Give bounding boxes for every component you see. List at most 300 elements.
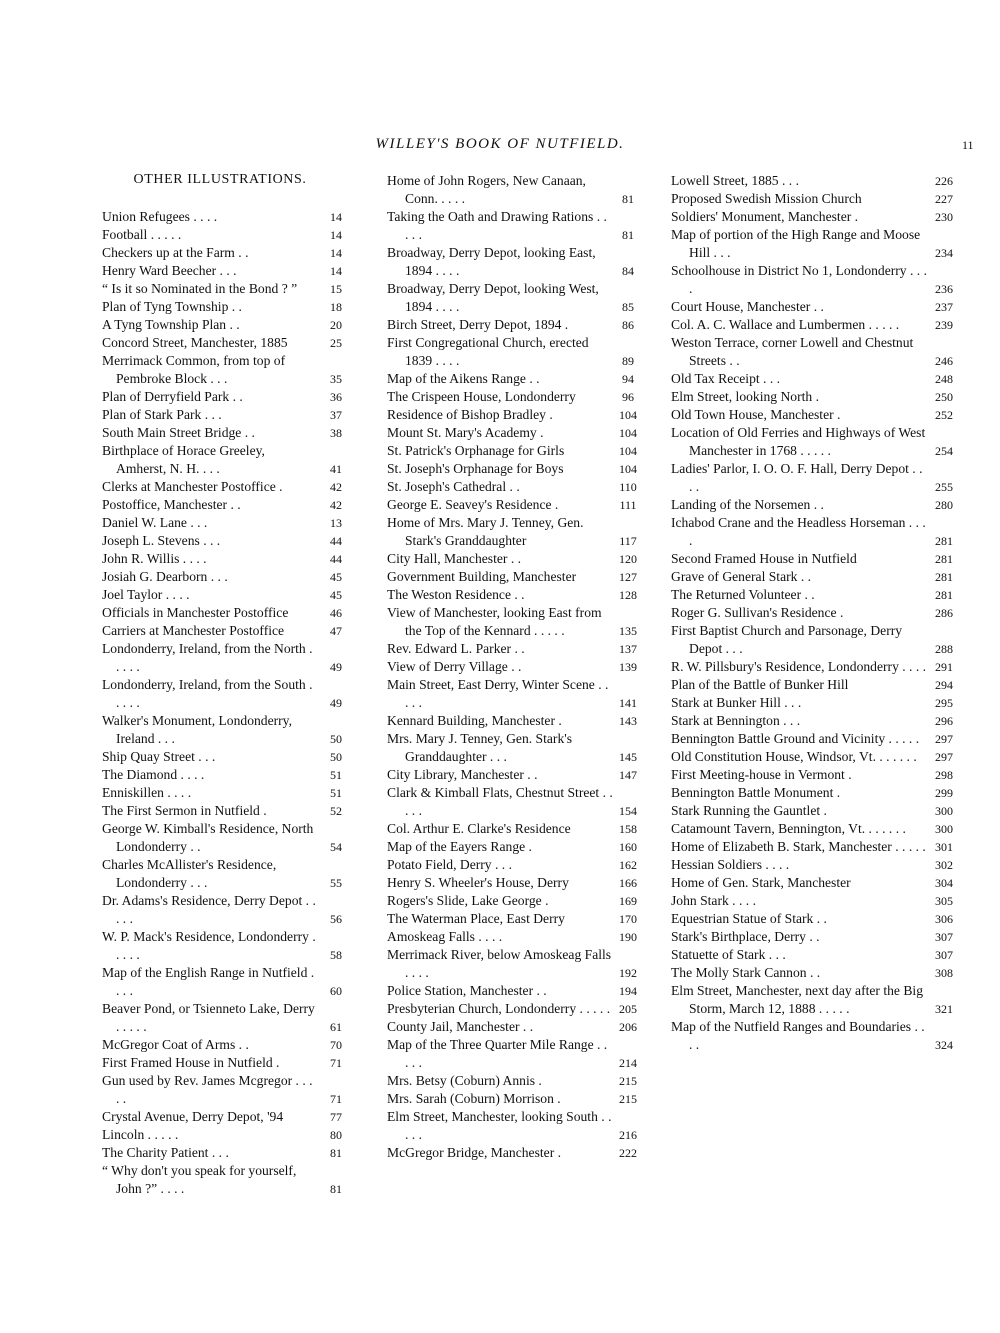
index-entry xyxy=(387,334,643,370)
entry-title: Map of the Eayers Range . xyxy=(387,839,532,854)
entry-page-number: 158 xyxy=(619,822,637,836)
entry-title: Court House, Manchester . . xyxy=(671,299,824,314)
entry-page-number: 25 xyxy=(330,336,342,350)
entry-page-number: 36 xyxy=(330,390,342,404)
entry-title: Rogers's Slide, Lake George . xyxy=(387,893,549,908)
entry-page-number: 84 xyxy=(622,264,634,278)
entry-page-number: 18 xyxy=(330,300,342,314)
entry-page-number: 110 xyxy=(619,480,637,494)
entry-page-number: 14 xyxy=(330,210,342,224)
entry-page-number: 280 xyxy=(935,498,953,512)
entry-page-number: 71 xyxy=(330,1092,342,1106)
entry-page-number: 81 xyxy=(330,1182,342,1196)
index-entry xyxy=(387,568,643,586)
entry-title: Stark at Bunker Hill . . . xyxy=(671,695,802,710)
entry-page-number: 139 xyxy=(619,660,637,674)
entry-page-number: 227 xyxy=(935,192,953,206)
entry-page-number: 169 xyxy=(619,894,637,908)
entry-title: Map of portion of the High Range and Moose Hill . . . xyxy=(671,227,921,260)
entry-title: R. W. Pillsbury's Residence, Londonderry . . . . xyxy=(671,659,927,674)
index-entry xyxy=(102,298,356,316)
entry-page-number: 81 xyxy=(330,1146,342,1160)
entry-title: Elm Street, looking North . xyxy=(671,389,820,404)
entry-title: Home of John Rogers, New Canaan, Conn. . . . . xyxy=(387,173,586,206)
index-entry xyxy=(102,928,356,964)
entry-title: Police Station, Manchester . . xyxy=(387,983,547,998)
index-entry xyxy=(102,496,356,514)
entry-title: Londonderry, Ireland, from the North . . . . . xyxy=(102,641,313,674)
entry-title: Proposed Swedish Mission Church xyxy=(671,191,862,206)
index-entry xyxy=(102,1036,356,1054)
entry-page-number: 295 xyxy=(935,696,953,710)
entry-title: Statuette of Stark . . . xyxy=(671,947,786,962)
entry-title: Plan of the Battle of Bunker Hill xyxy=(671,677,849,692)
entry-page-number: 77 xyxy=(330,1110,342,1124)
entry-title: Henry S. Wheeler's House, Derry xyxy=(387,875,569,890)
entry-title: Londonderry, Ireland, from the South . . . . . xyxy=(102,677,313,710)
entry-page-number: 281 xyxy=(935,534,953,548)
entry-page-number: 302 xyxy=(935,858,953,872)
entry-page-number: 308 xyxy=(935,966,953,980)
entry-title: Old Constitution House, Windsor, Vt. . . . . . . xyxy=(671,749,917,764)
entry-title: Clark & Kimball Flats, Chestnut Street . . . . . xyxy=(387,785,613,818)
entry-title: First Baptist Church and Parsonage, Derry Depot . . . xyxy=(671,623,903,656)
index-entry xyxy=(102,442,356,478)
index-entry xyxy=(102,334,356,352)
index-entry xyxy=(671,514,959,550)
entry-title: Hessian Soldiers . . . . xyxy=(671,857,790,872)
entry-page-number: 248 xyxy=(935,372,953,386)
entry-title: Col. Arthur E. Clarke's Residence xyxy=(387,821,571,836)
entry-page-number: 81 xyxy=(622,192,634,206)
entry-title: Merrimack River, below Amoskeag Falls . . . . xyxy=(387,947,612,980)
entry-page-number: 299 xyxy=(935,786,953,800)
index-entry xyxy=(102,1108,356,1126)
index-entry xyxy=(387,1090,643,1108)
index-entry xyxy=(387,280,643,316)
entry-title: St. Patrick's Orphanage for Girls xyxy=(387,443,565,458)
index-entry xyxy=(387,982,643,1000)
entry-page-number: 154 xyxy=(619,804,637,818)
entry-title: Bennington Battle Ground and Vicinity . . . . . xyxy=(671,731,920,746)
index-entry xyxy=(387,1072,643,1090)
entry-title: Rev. Edward L. Parker . . xyxy=(387,641,525,656)
entry-page-number: 306 xyxy=(935,912,953,926)
index-entry xyxy=(102,856,356,892)
entry-title: Home of Elizabeth B. Stark, Manchester . . . . . xyxy=(671,839,926,854)
entry-title: The First Sermon in Nutfield . xyxy=(102,803,267,818)
index-entry xyxy=(387,856,643,874)
entry-title: Bennington Battle Monument . xyxy=(671,785,841,800)
index-entry xyxy=(102,514,356,532)
index-entry xyxy=(671,838,959,856)
entry-page-number: 137 xyxy=(619,642,637,656)
index-entry xyxy=(102,1072,356,1108)
index-entry xyxy=(102,784,356,802)
entry-page-number: 135 xyxy=(619,624,637,638)
entry-title: Ichabod Crane and the Headless Horseman . . . . xyxy=(671,515,926,548)
entry-page-number: 300 xyxy=(935,822,953,836)
entry-page-number: 14 xyxy=(330,246,342,260)
index-entry xyxy=(102,964,356,1000)
entry-page-number: 324 xyxy=(935,1038,953,1052)
entry-title: County Jail, Manchester . . xyxy=(387,1019,534,1034)
entry-page-number: 215 xyxy=(619,1074,637,1088)
entry-title: Ladies' Parlor, I. O. O. F. Hall, Derry Depot . . . . xyxy=(671,461,923,494)
entry-page-number: 246 xyxy=(935,354,953,368)
entry-title: “ Why don't you speak for yourself, John ?” . . . . xyxy=(102,1163,297,1196)
index-entry xyxy=(102,316,356,334)
entry-page-number: 60 xyxy=(330,984,342,998)
entry-title: Football . . . . . xyxy=(102,227,182,242)
entry-title: Location of Old Ferries and Highways of West Manchester in 1768 . . . . . xyxy=(671,425,926,458)
entry-page-number: 291 xyxy=(935,660,953,674)
entry-page-number: 234 xyxy=(935,246,953,260)
index-entry xyxy=(102,280,356,298)
entry-page-number: 321 xyxy=(935,1002,953,1016)
index-entry xyxy=(387,874,643,892)
entry-title: Main Street, East Derry, Winter Scene . . . . . xyxy=(387,677,609,710)
index-entry xyxy=(671,982,959,1018)
index-entry xyxy=(671,334,959,370)
index-entry xyxy=(387,766,643,784)
index-entry xyxy=(102,1162,356,1198)
entry-page-number: 300 xyxy=(935,804,953,818)
entry-title: Catamount Tavern, Bennington, Vt. . . . . . . xyxy=(671,821,906,836)
entry-page-number: 214 xyxy=(619,1056,637,1070)
entry-title: Merrimack Common, from top of Pembroke Block . . . xyxy=(102,353,286,386)
index-entry xyxy=(102,262,356,280)
index-entry xyxy=(387,784,643,820)
index-entry xyxy=(102,424,356,442)
index-entry xyxy=(671,910,959,928)
entry-title: Grave of General Stark . . xyxy=(671,569,812,584)
index-entry xyxy=(671,550,959,568)
index-entry xyxy=(671,208,959,226)
entry-page-number: 237 xyxy=(935,300,953,314)
entry-title: South Main Street Bridge . . xyxy=(102,425,255,440)
entry-page-number: 104 xyxy=(619,462,637,476)
entry-title: City Library, Manchester . . xyxy=(387,767,538,782)
entry-page-number: 252 xyxy=(935,408,953,422)
entry-page-number: 50 xyxy=(330,732,342,746)
entry-page-number: 162 xyxy=(619,858,637,872)
entry-title: Col. A. C. Wallace and Lumbermen . . . . . xyxy=(671,317,900,332)
entry-page-number: 55 xyxy=(330,876,342,890)
index-entry xyxy=(102,244,356,262)
entry-title: Soldiers' Monument, Manchester . xyxy=(671,209,859,224)
entry-page-number: 54 xyxy=(330,840,342,854)
entry-title: Crystal Avenue, Derry Depot, '94 xyxy=(102,1109,284,1124)
entry-page-number: 236 xyxy=(935,282,953,296)
index-entry xyxy=(387,838,643,856)
entry-page-number: 45 xyxy=(330,570,342,584)
index-entry xyxy=(102,1126,356,1144)
entry-page-number: 160 xyxy=(619,840,637,854)
index-entry xyxy=(387,370,643,388)
entry-page-number: 85 xyxy=(622,300,634,314)
index-entry xyxy=(671,424,959,460)
entry-page-number: 58 xyxy=(330,948,342,962)
index-entry xyxy=(102,712,356,748)
entry-page-number: 194 xyxy=(619,984,637,998)
index-entry xyxy=(671,820,959,838)
entry-title: Checkers up at the Farm . . xyxy=(102,245,249,260)
entry-page-number: 307 xyxy=(935,948,953,962)
entry-page-number: 281 xyxy=(935,552,953,566)
entry-page-number: 205 xyxy=(619,1002,637,1016)
entry-page-number: 44 xyxy=(330,534,342,548)
index-entry xyxy=(671,190,959,208)
entry-page-number: 297 xyxy=(935,750,953,764)
index-entry xyxy=(387,388,643,406)
entry-title: McGregor Bridge, Manchester . xyxy=(387,1145,562,1160)
entry-title: W. P. Mack's Residence, Londonderry . . . . . xyxy=(102,929,316,962)
entry-title: Broadway, Derry Depot, looking West, 1894 . . . . xyxy=(387,281,599,314)
index-entry xyxy=(387,424,643,442)
index-entry xyxy=(671,316,959,334)
entry-page-number: 49 xyxy=(330,696,342,710)
index-entry xyxy=(671,928,959,946)
entry-page-number: 145 xyxy=(619,750,637,764)
entry-title: Stark Running the Gauntlet . xyxy=(671,803,827,818)
entry-title: First Meeting-house in Vermont . xyxy=(671,767,852,782)
entry-page-number: 71 xyxy=(330,1056,342,1070)
entry-title: Taking the Oath and Drawing Rations . . . . . xyxy=(387,209,607,242)
index-entry xyxy=(102,676,356,712)
index-entry xyxy=(671,406,959,424)
index-entry xyxy=(671,946,959,964)
entry-page-number: 94 xyxy=(622,372,634,386)
index-entry xyxy=(671,766,959,784)
index-entry xyxy=(671,964,959,982)
entry-page-number: 56 xyxy=(330,912,342,926)
entry-page-number: 226 xyxy=(935,174,953,188)
entry-page-number: 222 xyxy=(619,1146,637,1160)
index-entry xyxy=(102,802,356,820)
index-entry xyxy=(671,784,959,802)
entry-title: Beaver Pond, or Tsienneto Lake, Derry . . . . . xyxy=(102,1001,315,1034)
entry-page-number: 120 xyxy=(619,552,637,566)
entry-page-number: 46 xyxy=(330,606,342,620)
index-entry xyxy=(387,1108,643,1144)
entry-title: Postoffice, Manchester . . xyxy=(102,497,241,512)
entry-page-number: 117 xyxy=(619,534,637,548)
index-entry xyxy=(387,244,643,280)
index-entry xyxy=(102,532,356,550)
entry-page-number: 230 xyxy=(935,210,953,224)
entry-title: A Tyng Township Plan . . xyxy=(102,317,240,332)
index-column-1 xyxy=(102,208,356,1198)
entry-title: Old Tax Receipt . . . xyxy=(671,371,781,386)
entry-title: Mrs. Mary J. Tenney, Gen. Stark's Granddaughter . . . xyxy=(387,731,572,764)
index-entry xyxy=(387,514,643,550)
entry-page-number: 111 xyxy=(619,498,637,512)
entry-page-number: 104 xyxy=(619,426,637,440)
index-entry xyxy=(387,316,643,334)
index-entry xyxy=(671,604,959,622)
entry-page-number: 192 xyxy=(619,966,637,980)
index-entry xyxy=(102,892,356,928)
index-entry xyxy=(671,226,959,262)
entry-page-number: 166 xyxy=(619,876,637,890)
entry-page-number: 206 xyxy=(619,1020,637,1034)
entry-page-number: 52 xyxy=(330,804,342,818)
index-entry xyxy=(102,748,356,766)
entry-title: Residence of Bishop Bradley . xyxy=(387,407,553,422)
entry-title: Home of Mrs. Mary J. Tenney, Gen. Stark's Granddaughter xyxy=(387,515,584,548)
entry-title: The Weston Residence . . xyxy=(387,587,525,602)
index-entry xyxy=(671,694,959,712)
entry-title: Stark at Bennington . . . xyxy=(671,713,801,728)
index-entry xyxy=(671,262,959,298)
entry-title: Walker's Monument, Londonderry, Ireland . . . xyxy=(102,713,292,746)
entry-page-number: 41 xyxy=(330,462,342,476)
entry-title: Second Framed House in Nutfield xyxy=(671,551,857,566)
entry-page-number: 49 xyxy=(330,660,342,674)
entry-title: Old Town House, Manchester . xyxy=(671,407,841,422)
index-entry xyxy=(102,820,356,856)
entry-page-number: 50 xyxy=(330,750,342,764)
entry-title: Charles McAllister's Residence, Londonderry . . . xyxy=(102,857,277,890)
index-entry xyxy=(671,730,959,748)
index-entry xyxy=(102,604,356,622)
entry-page-number: 305 xyxy=(935,894,953,908)
entry-page-number: 51 xyxy=(330,786,342,800)
index-entry xyxy=(387,928,643,946)
entry-title: “ Is it so Nominated in the Bond ? ” xyxy=(102,281,298,296)
index-entry xyxy=(387,946,643,982)
entry-page-number: 81 xyxy=(622,228,634,242)
index-entry xyxy=(671,622,959,658)
entry-page-number: 294 xyxy=(935,678,953,692)
entry-page-number: 104 xyxy=(619,444,637,458)
entry-title: Mount St. Mary's Academy . xyxy=(387,425,544,440)
index-entry xyxy=(387,1036,643,1072)
entry-page-number: 61 xyxy=(330,1020,342,1034)
entry-title: City Hall, Manchester . . xyxy=(387,551,522,566)
entry-page-number: 14 xyxy=(330,228,342,242)
index-entry xyxy=(102,622,356,640)
index-entry xyxy=(387,496,643,514)
index-entry xyxy=(671,1018,959,1054)
entry-page-number: 190 xyxy=(619,930,637,944)
entry-page-number: 37 xyxy=(330,408,342,422)
entry-page-number: 128 xyxy=(619,588,637,602)
entry-title: Enniskillen . . . . xyxy=(102,785,192,800)
index-entry xyxy=(387,676,643,712)
index-entry xyxy=(671,874,959,892)
index-entry xyxy=(102,766,356,784)
entry-page-number: 170 xyxy=(619,912,637,926)
entry-page-number: 14 xyxy=(330,264,342,278)
entry-title: Union Refugees . . . . xyxy=(102,209,218,224)
entry-title: Mrs. Sarah (Coburn) Morrison . xyxy=(387,1091,561,1106)
entry-title: View of Derry Village . . xyxy=(387,659,522,674)
entry-title: John R. Willis . . . . xyxy=(102,551,207,566)
index-entry xyxy=(387,910,643,928)
index-entry xyxy=(671,370,959,388)
entry-page-number: 20 xyxy=(330,318,342,332)
entry-title: George W. Kimball's Residence, North Londonderry . . xyxy=(102,821,314,854)
entry-page-number: 297 xyxy=(935,732,953,746)
index-column-2 xyxy=(387,172,643,1162)
entry-title: Stark's Birthplace, Derry . . xyxy=(671,929,820,944)
entry-page-number: 45 xyxy=(330,588,342,602)
entry-title: Birthplace of Horace Greeley, Amherst, N. H. . . . xyxy=(102,443,265,476)
index-entry xyxy=(671,586,959,604)
entry-title: Birch Street, Derry Depot, 1894 . xyxy=(387,317,569,332)
index-entry xyxy=(387,442,643,460)
entry-page-number: 44 xyxy=(330,552,342,566)
index-entry xyxy=(671,676,959,694)
entry-page-number: 51 xyxy=(330,768,342,782)
index-entry xyxy=(671,496,959,514)
entry-title: Clerks at Manchester Postoffice . xyxy=(102,479,283,494)
entry-title: McGregor Coat of Arms . . xyxy=(102,1037,249,1052)
entry-title: Joseph L. Stevens . . . xyxy=(102,533,221,548)
entry-title: Concord Street, Manchester, 1885 xyxy=(102,335,288,350)
index-entry xyxy=(102,226,356,244)
index-entry xyxy=(102,1000,356,1036)
index-entry xyxy=(671,748,959,766)
entry-title: Joel Taylor . . . . xyxy=(102,587,190,602)
entry-page-number: 296 xyxy=(935,714,953,728)
index-entry xyxy=(387,478,643,496)
entry-title: Carriers at Manchester Postoffice xyxy=(102,623,285,638)
entry-title: Roger G. Sullivan's Residence . xyxy=(671,605,844,620)
entry-page-number: 215 xyxy=(619,1092,637,1106)
index-entry xyxy=(671,388,959,406)
entry-page-number: 286 xyxy=(935,606,953,620)
entry-title: Home of Gen. Stark, Manchester xyxy=(671,875,851,890)
index-entry xyxy=(387,172,643,208)
entry-title: George E. Seavey's Residence . xyxy=(387,497,559,512)
entry-page-number: 281 xyxy=(935,588,953,602)
entry-title: Weston Terrace, corner Lowell and Chestnut Streets . . xyxy=(671,335,914,368)
index-entry xyxy=(671,172,959,190)
entry-page-number: 42 xyxy=(330,480,342,494)
index-entry xyxy=(387,208,643,244)
index-entry xyxy=(387,550,643,568)
index-entry xyxy=(102,352,356,388)
entry-page-number: 304 xyxy=(935,876,953,890)
index-entry xyxy=(387,1144,643,1162)
entry-title: The Waterman Place, East Derry xyxy=(387,911,565,926)
index-entry xyxy=(102,208,356,226)
entry-page-number: 254 xyxy=(935,444,953,458)
entry-title: Amoskeag Falls . . . . xyxy=(387,929,503,944)
entry-page-number: 307 xyxy=(935,930,953,944)
entry-title: Mrs. Betsy (Coburn) Annis . xyxy=(387,1073,542,1088)
entry-page-number: 15 xyxy=(330,282,342,296)
index-entry xyxy=(102,568,356,586)
index-entry xyxy=(387,406,643,424)
entry-title: Ship Quay Street . . . xyxy=(102,749,216,764)
entry-page-number: 143 xyxy=(619,714,637,728)
entry-title: View of Manchester, looking East from the Top of the Kennard . . . . . xyxy=(387,605,602,638)
index-entry xyxy=(102,478,356,496)
entry-title: Elm Street, Manchester, next day after the Big Storm, March 12, 1888 . . . . . xyxy=(671,983,923,1016)
entry-title: The Diamond . . . . xyxy=(102,767,205,782)
index-entry xyxy=(387,712,643,730)
index-entry xyxy=(387,820,643,838)
index-entry xyxy=(387,658,643,676)
entry-page-number: 42 xyxy=(330,498,342,512)
entry-title: Officials in Manchester Postoffice xyxy=(102,605,289,620)
index-entry xyxy=(387,892,643,910)
entry-title: Josiah G. Dearborn . . . xyxy=(102,569,228,584)
